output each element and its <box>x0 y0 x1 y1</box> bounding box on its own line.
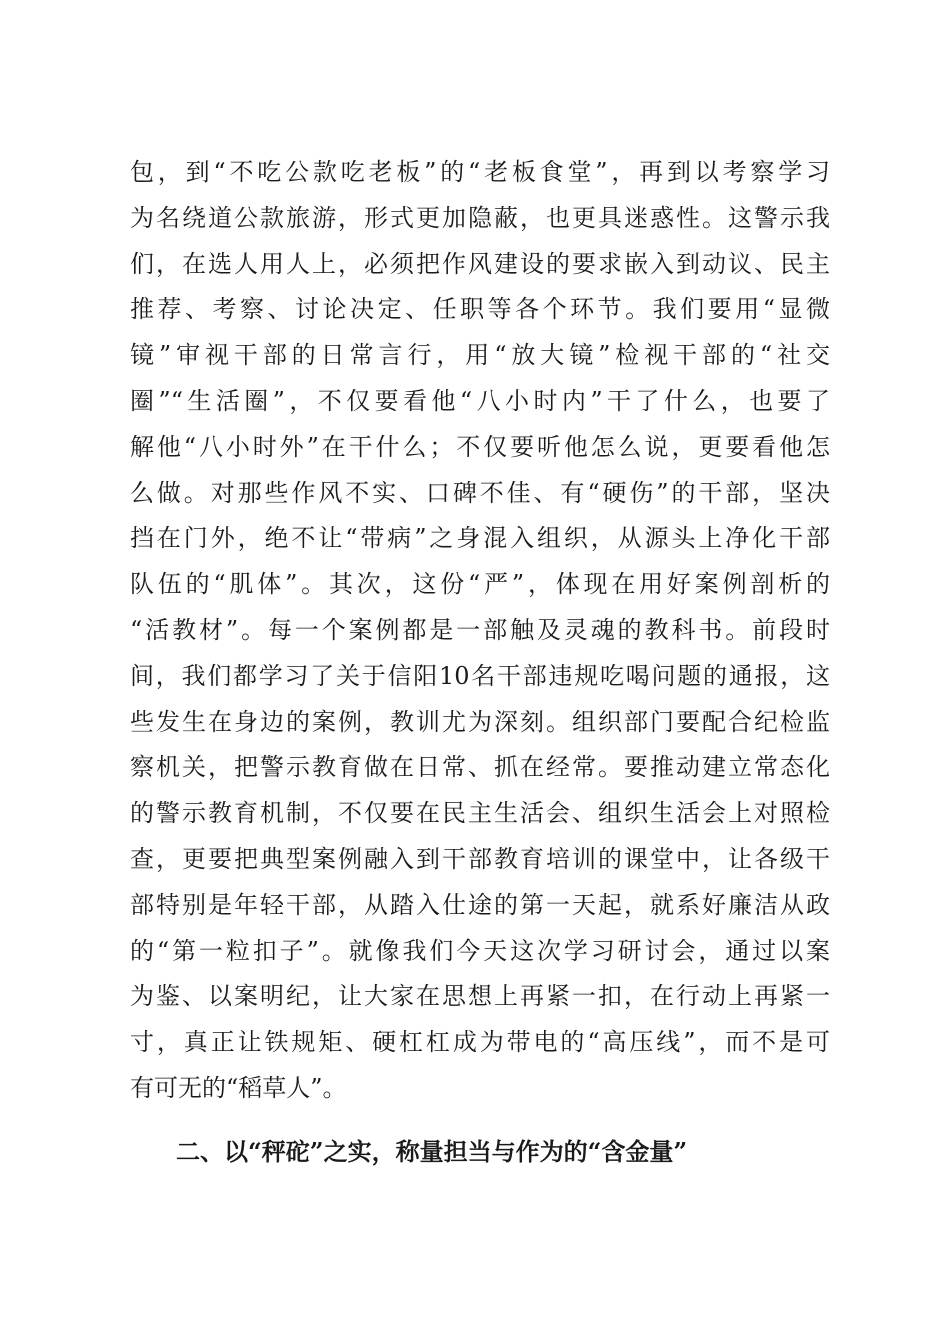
paragraph-line: 镜”审视干部的日常言行，用“放大镜”检视干部的“社交 <box>130 341 830 370</box>
paragraph-line: 挡在门外，绝不让“带病”之身混入组织，从源头上净化干部 <box>130 524 830 553</box>
paragraph-line: “活教材”。每一个案例都是一部触及灵魂的教科书。前段时 <box>130 615 830 644</box>
paragraph-last-line: 有可无的“稻草人”。 <box>130 1073 347 1102</box>
paragraph-line: 解他“八小时外”在干什么；不仅要听他怎么说，更要看他怎 <box>130 432 830 461</box>
paragraph-line: 察机关，把警示教育做在日常、抓在经常。要推动建立常态化 <box>130 753 830 782</box>
body-paragraph <box>130 150 830 1112</box>
paragraph-line: 部特别是年轻干部，从踏入仕途的第一天起，就系好廉洁从政 <box>130 890 830 919</box>
paragraph-line: 间，我们都学习了关于信阳10名干部违规吃喝问题的通报，这 <box>130 661 830 690</box>
paragraph-line: 们，在选人用人上，必须把作风建设的要求嵌入到动议、民主 <box>130 249 830 278</box>
paragraph-line: 队伍的“肌体”。其次，这份“严”，体现在用好案例剖析的 <box>130 570 830 599</box>
paragraph-line: 么做。对那些作风不实、口碑不佳、有“硬伤”的干部，坚决 <box>130 478 830 507</box>
paragraph-line: 圈”“生活圈”，不仅要看他“八小时内”干了什么，也要了 <box>130 386 830 415</box>
paragraph-line: 的“第一粒扣子”。就像我们今天这次学习研讨会，通过以案 <box>130 936 830 965</box>
section-heading: 二、以“秤砣”之实，称量担当与作为的“含金量” <box>176 1137 688 1166</box>
paragraph-line: 推荐、考察、讨论决定、任职等各个环节。我们要用“显微 <box>130 295 830 324</box>
paragraph-line: 为名绕道公款旅游，形式更加隐蔽，也更具迷惑性。这警示我 <box>130 203 830 232</box>
paragraph-line: 寸，真正让铁规矩、硬杠杠成为带电的“高压线”，而不是可 <box>130 1028 830 1057</box>
paragraph-line: 为鉴、以案明纪，让大家在思想上再紧一扣，在行动上再紧一 <box>130 982 830 1011</box>
paragraph-line: 查，更要把典型案例融入到干部教育培训的课堂中，让各级干 <box>130 844 830 873</box>
paragraph-line: 的警示教育机制，不仅要在民主生活会、组织生活会上对照检 <box>130 799 830 828</box>
paragraph-line: 些发生在身边的案例，教训尤为深刻。组织部门要配合纪检监 <box>130 707 830 736</box>
paragraph-line: 包，到“不吃公款吃老板”的“老板食堂”，再到以考察学习 <box>130 158 830 186</box>
